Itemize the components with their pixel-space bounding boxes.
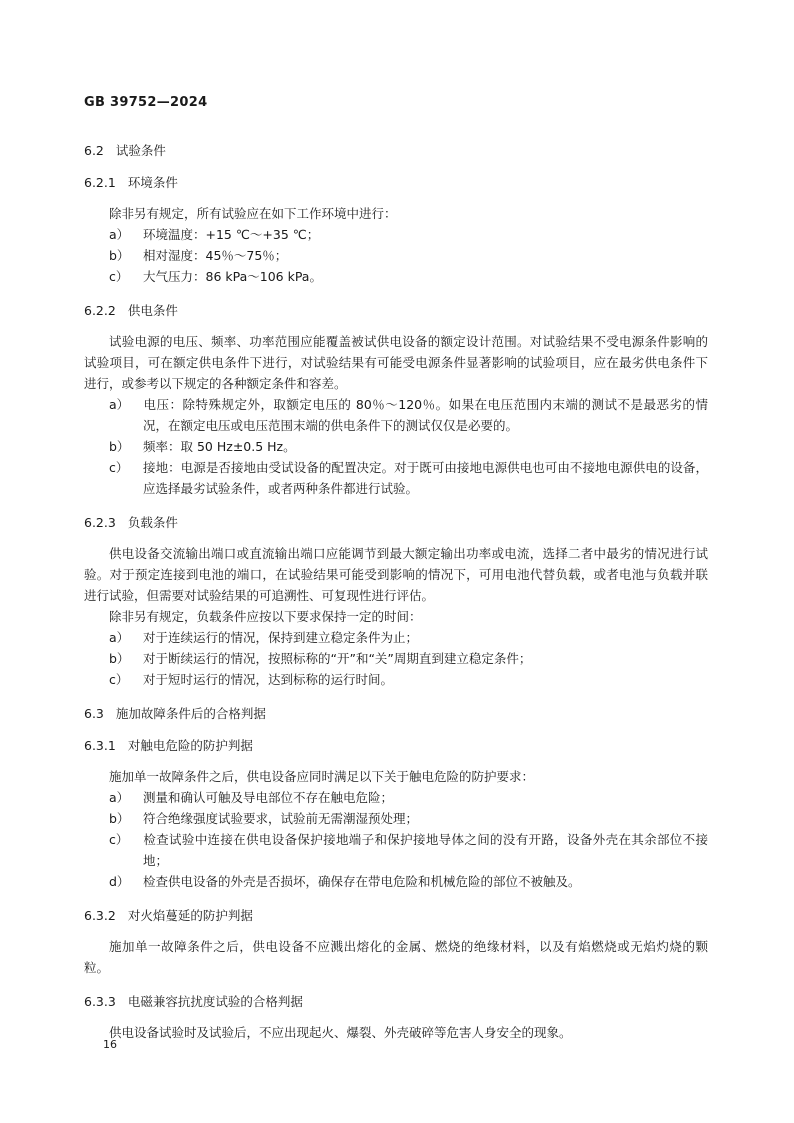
section-6-3-3	[84, 1022, 708, 1043]
section-6-2-3	[84, 543, 708, 690]
list-item: a） 电压：除特殊规定外，取额定电压的 80％～120％。如果在电压范围内末端的测试不是最恶劣的情况，在额定电压或电压范围末端的供电条件下的测试仅仅是必要的。	[109, 397, 708, 433]
heading-6-2: 6.2 试验条件	[84, 143, 166, 158]
paragraph: 施加单一故障条件之后，供电设备不应溅出熔化的金属、燃烧的绝缘材料，以及有焰燃烧或无焰灼烧的颗粒。	[84, 939, 708, 975]
paragraph: 除非另有规定，所有试验应在如下工作环境中进行：	[109, 206, 397, 221]
section-6-2-1	[84, 203, 708, 287]
paragraph: 供电设备试验时及试验后，不应出现起火、爆裂、外壳破碎等危害人身安全的现象。	[109, 1025, 572, 1040]
document-body	[84, 141, 708, 1057]
list-item: b） 对于断续运行的情况，按照标称的“开”和“关”周期直到建立稳定条件；	[109, 651, 532, 666]
heading-6-2-1: 6.2.1 环境条件	[84, 175, 178, 190]
list-item: c） 对于短时运行的情况，达到标称的运行时间。	[109, 672, 394, 687]
section-6-2-2	[84, 331, 708, 499]
list-item: a） 环境温度：+15 ℃～+35 ℃；	[109, 227, 320, 242]
paragraph: 施加单一故障条件之后，供电设备应同时满足以下关于触电危险的防护要求：	[109, 769, 535, 784]
list-item: d） 检查供电设备的外壳是否损坏，确保存在带电危险和机械危险的部位不被触及。	[109, 874, 581, 889]
list-item: c） 检查试验中连接在供电设备保护接地端子和保护接地导体之间的没有开路，设备外壳在其余部位不接地；	[109, 832, 708, 868]
paragraph: 除非另有规定，负载条件应按以下要求保持一定的时间：	[109, 609, 422, 624]
heading-6-2-2: 6.2.2 供电条件	[84, 303, 178, 318]
standard-code: GB 39752—2024	[84, 95, 208, 110]
list-item: a） 对于连续运行的情况，保持到建立稳定条件为止；	[109, 630, 419, 645]
list-item: c） 大气压力：86 kPa～106 kPa。	[109, 269, 322, 284]
list-item: b） 符合绝缘强度试验要求，试验前无需潮湿预处理；	[109, 811, 419, 826]
list-item: a） 测量和确认可触及导电部位不存在触电危险；	[109, 790, 394, 805]
paragraph: 试验电源的电压、频率、功率范围应能覆盖被试供电设备的额定设计范围。对试验结果不受电源条件影响的试验项目，可在额定供电条件下进行，对试验结果有可能受电源条件显著影响的试验项目，应在最劣供电条件下进行，或参考以下规定的各种额定条件和容差。	[84, 334, 708, 391]
heading-6-3-3: 6.3.3 电磁兼容抗扰度试验的合格判据	[84, 994, 303, 1009]
page-number: 16	[103, 1038, 117, 1051]
heading-6-3-2: 6.3.2 对火焰蔓延的防护判据	[84, 908, 253, 923]
heading-6-3: 6.3 施加故障条件后的合格判据	[84, 706, 266, 721]
paragraph: 供电设备交流输出端口或直流输出端口应能调节到最大额定输出功率或电流，选择二者中最劣的情况进行试验。对于预定连接到电池的端口，在试验结果可能受到影响的情况下，可用电池代替负载，或者电池与负载并联进行试验，但需要对试验结果的可追溯性、可复现性进行评估。	[84, 546, 708, 603]
section-6-3-2	[84, 936, 708, 978]
heading-6-2-3: 6.2.3 负载条件	[84, 515, 178, 530]
list-item: c） 接地：电源是否接地由受试设备的配置决定。对于既可由接地电源供电也可由不接地电源供电的设备，应选择最劣试验条件，或者两种条件都进行试验。	[109, 460, 708, 496]
section-6-3-1	[84, 766, 708, 892]
heading-6-3-1: 6.3.1 对触电危险的防护判据	[84, 738, 253, 753]
list-item: b） 频率：取 50 Hz±0.5 Hz。	[109, 439, 296, 454]
list-item: b） 相对湿度：45％～75％；	[109, 248, 288, 263]
